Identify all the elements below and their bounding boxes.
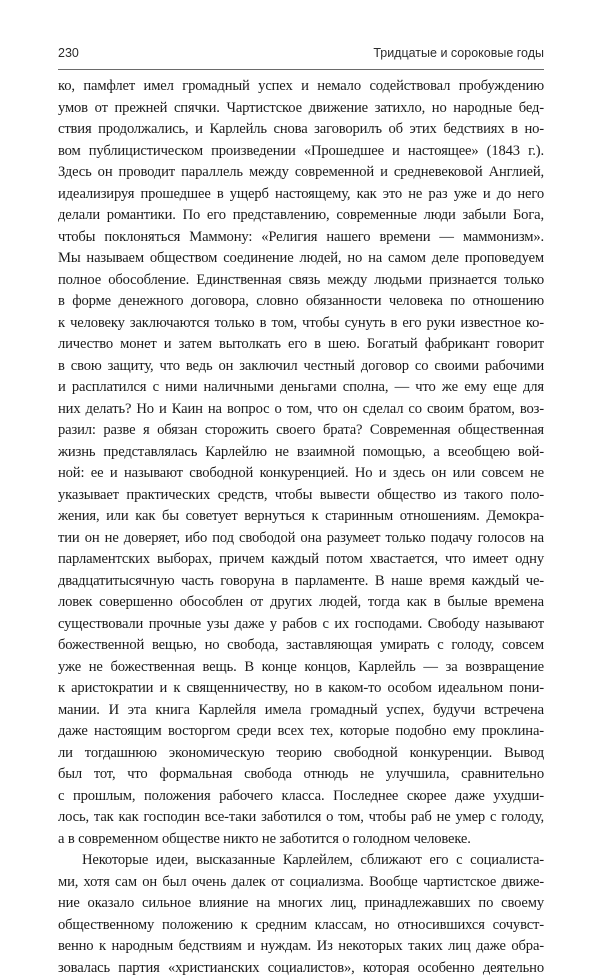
- text-line: ми, хотя сам он был очень далек от социализма. Вообще чартистское движе-: [58, 872, 544, 894]
- text-line: двадцатитысячную часть говоруна в парламенте. В наше время каждый че-: [58, 571, 544, 593]
- book-page: [58, 46, 544, 979]
- text-line: них делать? Но и Каин на вопрос о том, что он сделал со своим братом, воз-: [58, 399, 544, 421]
- text-line: ной: ее и называют свободной конкуренцией. Но и здесь он или совсем не: [58, 463, 544, 485]
- text-line: умов от прежней спячки. Чартистское движение затихло, но народные бед-: [58, 98, 544, 120]
- text-line: жизнь представлялась Карлейлю не взаимной помощью, а всеобщею вой-: [58, 442, 544, 464]
- text-line: и расплатился с ними наличными деньгами сполна, — что же ему еще для: [58, 377, 544, 399]
- text-line: ствия продолжались, и Карлейль снова заговорилъ об этих бедствиях в но-: [58, 119, 544, 141]
- body-text: [58, 76, 544, 979]
- text-line: жения, или как бы советует вернуться к старинным отношениям. Демокра-: [58, 506, 544, 528]
- section-title: Тридцатые и сороковые годы: [373, 46, 544, 60]
- text-line: зовалась партия «христианских социалистов», которая особенно деятельно: [58, 958, 544, 979]
- text-line: чтобы поклоняться Маммону: «Религия нашего времени — маммонизм».: [58, 227, 544, 249]
- text-line: в свою защиту, что ведь он заключил честный договор со своими рабочими: [58, 356, 544, 378]
- text-line: был тот, что формальная свобода отнюдь не улучшила, сравнительно: [58, 764, 544, 786]
- paragraph: [58, 76, 544, 850]
- header-rule: [58, 69, 544, 70]
- text-line: венно к народным бедствиям и нуждам. Из некоторых таких лиц даже обра-: [58, 936, 544, 958]
- page-number: 230: [58, 46, 79, 60]
- text-line: общественному положению к средним классам, но относившихся сочувст-: [58, 915, 544, 937]
- text-line: парламентских выборах, причем каждый потом хвастается, что имеет одну: [58, 549, 544, 571]
- text-line: существовали прочные узы даже у рабов с их господами. Свободу называют: [58, 614, 544, 636]
- text-line: Некоторые идеи, высказанные Карлейлем, сближают его с социалиста-: [58, 850, 544, 872]
- text-line: а в современном обществе никто не заботится о голодном человеке.: [58, 829, 544, 851]
- text-line: лось, так как господин все-таки заботился о том, чтобы раб не умер с голоду,: [58, 807, 544, 829]
- text-line: к человеку заключаются только в том, чтобы сунуть в его руки известное ко-: [58, 313, 544, 335]
- text-line: вом публицистическом произведении «Прошедшее и настоящее» (1843 г.).: [58, 141, 544, 163]
- text-line: делали романтики. По его представлению, современные люди забыли Бога,: [58, 205, 544, 227]
- text-line: даже настоящим восторгом среди всех тех, которые подобно ему проклина-: [58, 721, 544, 743]
- text-line: Здесь он проводит параллель между современной и средневековой Англией,: [58, 162, 544, 184]
- text-line: идеализируя прошедшее в ущерб настоящему, как это не раз уже и до него: [58, 184, 544, 206]
- text-line: к аристократии и к священничеству, но в каком-то особом идеальном пони-: [58, 678, 544, 700]
- text-line: уже не божественная вещь. В конце концов, Карлейль — за возвращение: [58, 657, 544, 679]
- text-line: указывает практических средств, чтобы вывести общество из такого поло-: [58, 485, 544, 507]
- running-header: [58, 46, 544, 64]
- text-line: ко, памфлет имел громадный успех и немало содействовал пробуждению: [58, 76, 544, 98]
- paragraph: [58, 850, 544, 979]
- text-line: тии он не доверяет, ибо под свободой она разумеет только подачу голосов на: [58, 528, 544, 550]
- text-line: ли тогдашнюю экономическую теорию свободной конкуренции. Вывод: [58, 743, 544, 765]
- text-line: в форме денежного договора, словно обязанности человека по отношению: [58, 291, 544, 313]
- text-line: личество монет и затем вытолкать его в шею. Богатый фабрикант говорит: [58, 334, 544, 356]
- text-line: божественной вещью, но свобода, заставляющая умирать с голоду, совсем: [58, 635, 544, 657]
- text-line: разил: разве я обязан сторожить своего брата? Современная общественная: [58, 420, 544, 442]
- text-line: Мы называем обществом соединение людей, но на самом деле проповедуем: [58, 248, 544, 270]
- text-line: с прошлым, положения рабочего класса. Последнее скорее даже ухудши-: [58, 786, 544, 808]
- text-line: ние оказало сильное влияние на многих лиц, принадлежавших по своему: [58, 893, 544, 915]
- text-line: полное обособление. Единственная связь между людьми признается только: [58, 270, 544, 292]
- text-line: мании. И эта книга Карлейля имела громадный успех, будучи встречена: [58, 700, 544, 722]
- text-line: ловек совершенно обособлен от других людей, тогда как в былые времена: [58, 592, 544, 614]
